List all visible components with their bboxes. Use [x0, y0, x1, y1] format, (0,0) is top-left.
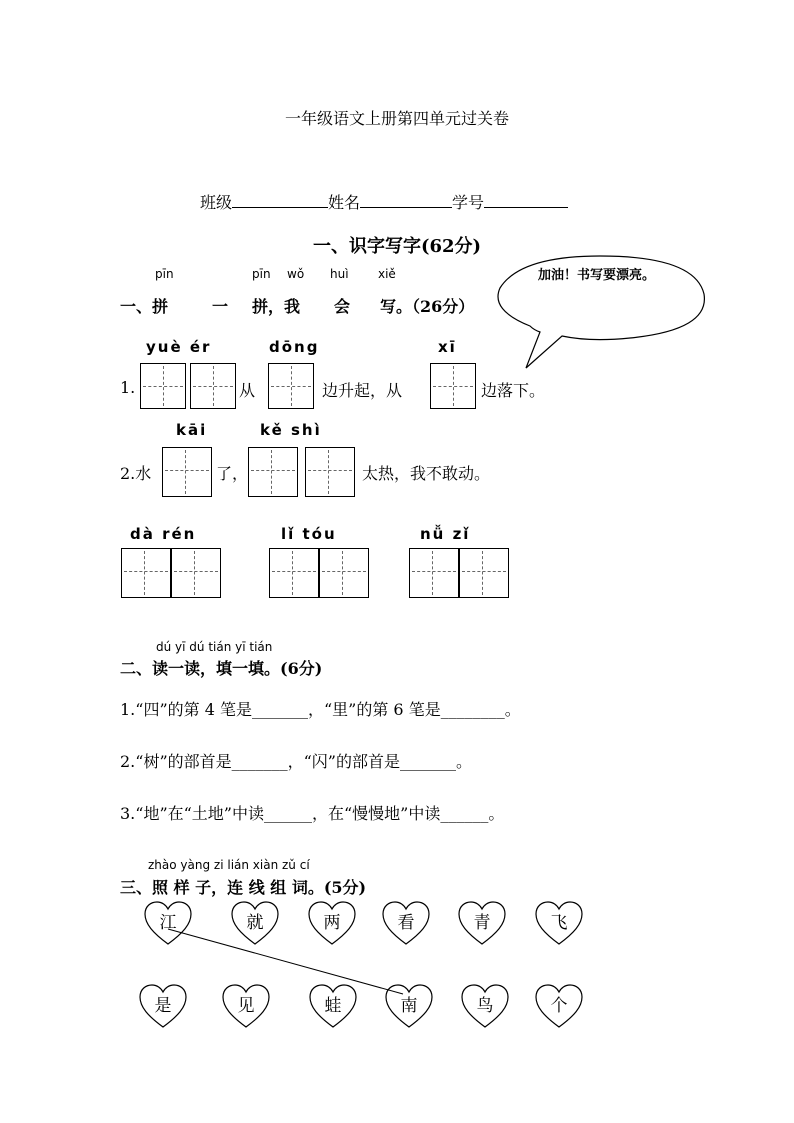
heart-character: 看	[397, 913, 415, 933]
pinyin-yue-er: yuè ér	[146, 338, 212, 356]
heart-word-card[interactable]	[534, 900, 584, 946]
heart-word-card[interactable]	[308, 983, 358, 1029]
page-title: 一年级语文上册第四单元过关卷	[284, 109, 509, 128]
pinyin-kai: kāi	[176, 421, 208, 439]
heart-word-card[interactable]	[138, 983, 188, 1029]
heart-character: 蛙	[324, 996, 342, 1016]
q2-heading: 二、读一读，填一填。(6分)	[120, 659, 323, 678]
class-label: 班级	[200, 193, 233, 212]
heart-character: 江	[159, 913, 177, 933]
pinyin-xi: xī	[438, 338, 457, 356]
heart-word-card[interactable]	[143, 900, 193, 946]
pinyin-wo: wǒ	[287, 267, 305, 281]
q1-heading-part3: 拼，我	[252, 297, 301, 316]
q1-heading-part2: 一	[212, 297, 229, 316]
q1-line1-text3: 边落下。	[481, 381, 546, 400]
heart-character: 就	[246, 913, 264, 933]
q1-line1-number: 1.	[120, 378, 136, 397]
q1-line2-number: 2.水	[120, 464, 152, 483]
heart-character: 个	[550, 996, 568, 1016]
heart-word-card[interactable]	[460, 983, 510, 1029]
pinyin-pin2: pīn	[252, 267, 271, 281]
pinyin-nu-zi: nǚ zǐ	[420, 525, 471, 543]
q1-line2-text1: 了，	[216, 464, 249, 483]
q1-heading-part4: 会	[334, 297, 351, 316]
heart-word-card[interactable]	[384, 983, 434, 1029]
name-label: 姓名	[328, 193, 361, 212]
q1-line1-text2: 边升起，从	[322, 381, 403, 400]
heart-word-card[interactable]	[307, 900, 357, 946]
section-title: 一、识字写字(62分)	[312, 236, 482, 257]
heart-character: 青	[473, 913, 491, 933]
heart-word-card[interactable]	[381, 900, 431, 946]
heart-character: 南	[400, 996, 418, 1016]
heart-character: 鸟	[476, 996, 494, 1016]
number-label: 学号	[452, 193, 485, 212]
heart-character: 见	[237, 996, 255, 1016]
heart-word-card[interactable]	[221, 983, 271, 1029]
pinyin-pin1: pīn	[155, 267, 174, 281]
q1-line2-text2: 太热，我不敢动。	[362, 464, 491, 483]
pinyin-ke-shi: kě shì	[260, 421, 322, 439]
pinyin-xie: xiě	[378, 267, 396, 281]
q3-pinyin: zhào yàng zi lián xiàn zǔ cí	[148, 858, 310, 872]
pinyin-li-tou: lǐ tóu	[281, 525, 337, 543]
heart-character: 是	[154, 996, 172, 1016]
q1-line1-text1: 从	[239, 381, 256, 400]
q3-heading: 三、照 样 子，连 线 组 词。(5分)	[120, 878, 367, 897]
heart-character: 飞	[550, 913, 568, 933]
heart-character: 两	[323, 913, 341, 933]
q1-heading-part5: 写。（26分）	[380, 297, 475, 316]
q2-item-2: 2.“树”的部首是_______，“闪”的部首是_______。	[120, 752, 472, 771]
bubble-text: 加油！书写要漂亮。	[538, 268, 656, 283]
q2-item-1: 1.“四”的第 4 笔是_______，“里”的第 6 笔是________。	[120, 700, 521, 719]
pinyin-dong: dōng	[269, 338, 320, 356]
q2-pinyin: dú yī dú tián yī tián	[156, 640, 273, 654]
heart-word-card[interactable]	[457, 900, 507, 946]
pinyin-hui: huì	[330, 267, 349, 281]
q2-item-3: 3.“地”在“土地”中读______，在“慢慢地”中读______。	[120, 804, 505, 823]
q1-heading-part1: 一、拼	[120, 297, 169, 316]
heart-word-card[interactable]	[230, 900, 280, 946]
pinyin-da-ren: dà rén	[130, 525, 197, 543]
heart-word-card[interactable]	[534, 983, 584, 1029]
